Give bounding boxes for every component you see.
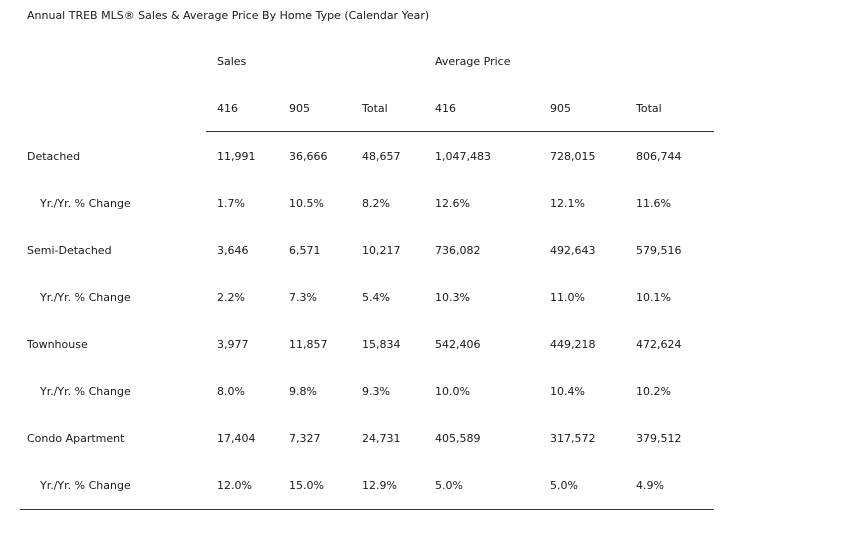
- table-cell: 10.2%: [636, 385, 671, 398]
- table-cell: 10.5%: [289, 197, 324, 210]
- table-cell: 542,406: [435, 338, 481, 351]
- sales-group-header: Sales: [217, 55, 247, 68]
- table-cell: 11,857: [289, 338, 328, 351]
- row-label-home-type: Townhouse: [27, 338, 88, 351]
- table-cell: 736,082: [435, 244, 481, 257]
- table-cell: 492,643: [550, 244, 596, 257]
- row-label-home-type: Condo Apartment: [27, 432, 125, 445]
- row-label-yoy-change: Yr./Yr. % Change: [40, 197, 131, 210]
- table-cell: 17,404: [217, 432, 256, 445]
- table-cell: 12.9%: [362, 479, 397, 492]
- table-cell: 15,834: [362, 338, 401, 351]
- table-cell: 12.6%: [435, 197, 470, 210]
- average-price-group-header: Average Price: [435, 55, 511, 68]
- table-cell: 10.4%: [550, 385, 585, 398]
- table-cell: 11.0%: [550, 291, 585, 304]
- column-header-price-416: 416: [435, 102, 456, 115]
- column-header-sales-total: Total: [362, 102, 388, 115]
- table-cell: 379,512: [636, 432, 682, 445]
- table-cell: 3,977: [217, 338, 249, 351]
- table-cell: 449,218: [550, 338, 596, 351]
- table-cell: 48,657: [362, 150, 401, 163]
- table-cell: 8.0%: [217, 385, 245, 398]
- table-cell: 1.7%: [217, 197, 245, 210]
- table-cell: 7,327: [289, 432, 321, 445]
- table-cell: 8.2%: [362, 197, 390, 210]
- table-cell: 12.0%: [217, 479, 252, 492]
- table-cell: 11.6%: [636, 197, 671, 210]
- table-cell: 10.3%: [435, 291, 470, 304]
- table-cell: 317,572: [550, 432, 596, 445]
- column-header-sales-905: 905: [289, 102, 310, 115]
- row-label-yoy-change: Yr./Yr. % Change: [40, 385, 131, 398]
- table-cell: 15.0%: [289, 479, 324, 492]
- table-cell: 405,589: [435, 432, 481, 445]
- column-header-sales-416: 416: [217, 102, 238, 115]
- table-cell: 9.8%: [289, 385, 317, 398]
- table-cell: 12.1%: [550, 197, 585, 210]
- row-label-home-type: Semi-Detached: [27, 244, 112, 257]
- row-label-home-type: Detached: [27, 150, 81, 163]
- table-cell: 472,624: [636, 338, 682, 351]
- table-cell: 5.0%: [435, 479, 463, 492]
- table-cell: 4.9%: [636, 479, 664, 492]
- column-header-price-905: 905: [550, 102, 571, 115]
- header-divider: [206, 131, 714, 132]
- table-cell: 6,571: [289, 244, 321, 257]
- table-cell: 1,047,483: [435, 150, 491, 163]
- table-cell: 2.2%: [217, 291, 245, 304]
- table-cell: 5.0%: [550, 479, 578, 492]
- table-cell: 24,731: [362, 432, 401, 445]
- table-title: Annual TREB MLS® Sales & Average Price By Home Type (Calendar Year): [27, 9, 430, 22]
- row-label-yoy-change: Yr./Yr. % Change: [40, 479, 131, 492]
- table-cell: 9.3%: [362, 385, 390, 398]
- table-cell: 10,217: [362, 244, 401, 257]
- table-cell: 728,015: [550, 150, 596, 163]
- table-bottom-divider: [20, 509, 714, 510]
- row-label-yoy-change: Yr./Yr. % Change: [40, 291, 131, 304]
- column-header-price-total: Total: [636, 102, 662, 115]
- table-cell: 806,744: [636, 150, 682, 163]
- table-cell: 10.1%: [636, 291, 671, 304]
- table-cell: 5.4%: [362, 291, 390, 304]
- table-cell: 579,516: [636, 244, 682, 257]
- table-cell: 7.3%: [289, 291, 317, 304]
- table-cell: 10.0%: [435, 385, 470, 398]
- table-cell: 11,991: [217, 150, 256, 163]
- table-cell: 3,646: [217, 244, 249, 257]
- table-cell: 36,666: [289, 150, 328, 163]
